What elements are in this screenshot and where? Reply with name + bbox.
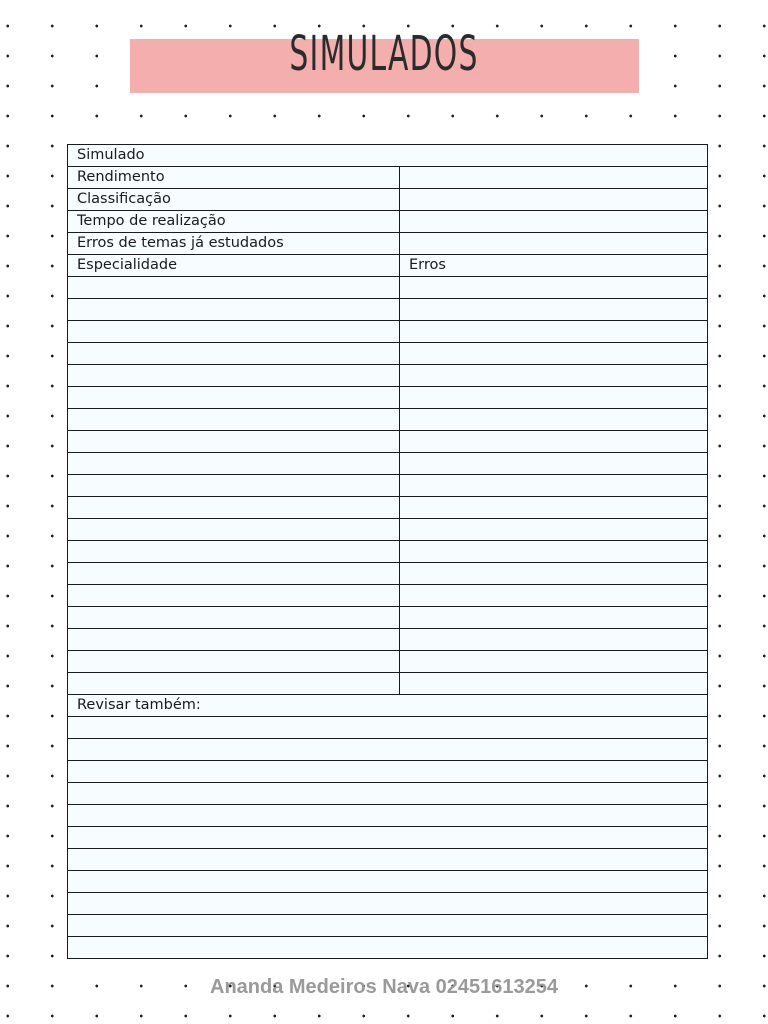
blank-notes-line <box>68 937 707 959</box>
row-classificacao <box>68 189 707 211</box>
row-erros-temas <box>68 233 707 255</box>
blank-notes-line <box>68 805 707 827</box>
blank-notes-line <box>68 893 707 915</box>
blank-entry-row <box>68 321 707 343</box>
blank-entry-row <box>68 541 707 563</box>
blank-entry-row <box>68 299 707 321</box>
blank-notes-line <box>68 915 707 937</box>
blank-entry-row <box>68 519 707 541</box>
blank-entry-row <box>68 277 707 299</box>
row-rendimento <box>68 167 707 189</box>
row-simulado <box>68 145 707 167</box>
blank-entry-row <box>68 431 707 453</box>
blank-notes-line <box>68 739 707 761</box>
erros-header: Erros <box>409 257 446 273</box>
row-table-header <box>68 255 707 277</box>
column-divider <box>399 167 400 695</box>
blank-entry-row <box>68 673 707 695</box>
blank-entry-row <box>68 629 707 651</box>
blank-entry-row <box>68 585 707 607</box>
classificacao-label: Classificação <box>77 191 171 207</box>
blank-notes-line <box>68 871 707 893</box>
blank-entry-row <box>68 651 707 673</box>
blank-entry-row <box>68 343 707 365</box>
revisar-label: Revisar também: <box>77 697 201 713</box>
blank-notes-line <box>68 783 707 805</box>
especialidade-header: Especialidade <box>77 257 177 273</box>
blank-notes-line <box>68 717 707 739</box>
blank-entry-row <box>68 387 707 409</box>
row-revisar <box>68 695 707 717</box>
page-title: SIMULADOS <box>289 26 479 82</box>
simulado-label: Simulado <box>77 147 145 163</box>
rendimento-label: Rendimento <box>77 169 165 185</box>
blank-entry-row <box>68 453 707 475</box>
tempo-label: Tempo de realização <box>77 213 226 229</box>
blank-notes-line <box>68 849 707 871</box>
blank-entry-row <box>68 409 707 431</box>
erros-temas-label: Erros de temas já estudados <box>77 235 284 251</box>
blank-notes-line <box>68 827 707 849</box>
owner-watermark: Ananda Medeiros Nava 02451613254 <box>210 976 558 998</box>
blank-notes-line <box>68 761 707 783</box>
simulado-form <box>67 144 708 959</box>
row-tempo <box>68 211 707 233</box>
blank-entry-row <box>68 475 707 497</box>
blank-entry-row <box>68 607 707 629</box>
blank-entry-row <box>68 365 707 387</box>
blank-entry-row <box>68 497 707 519</box>
blank-entry-row <box>68 563 707 585</box>
